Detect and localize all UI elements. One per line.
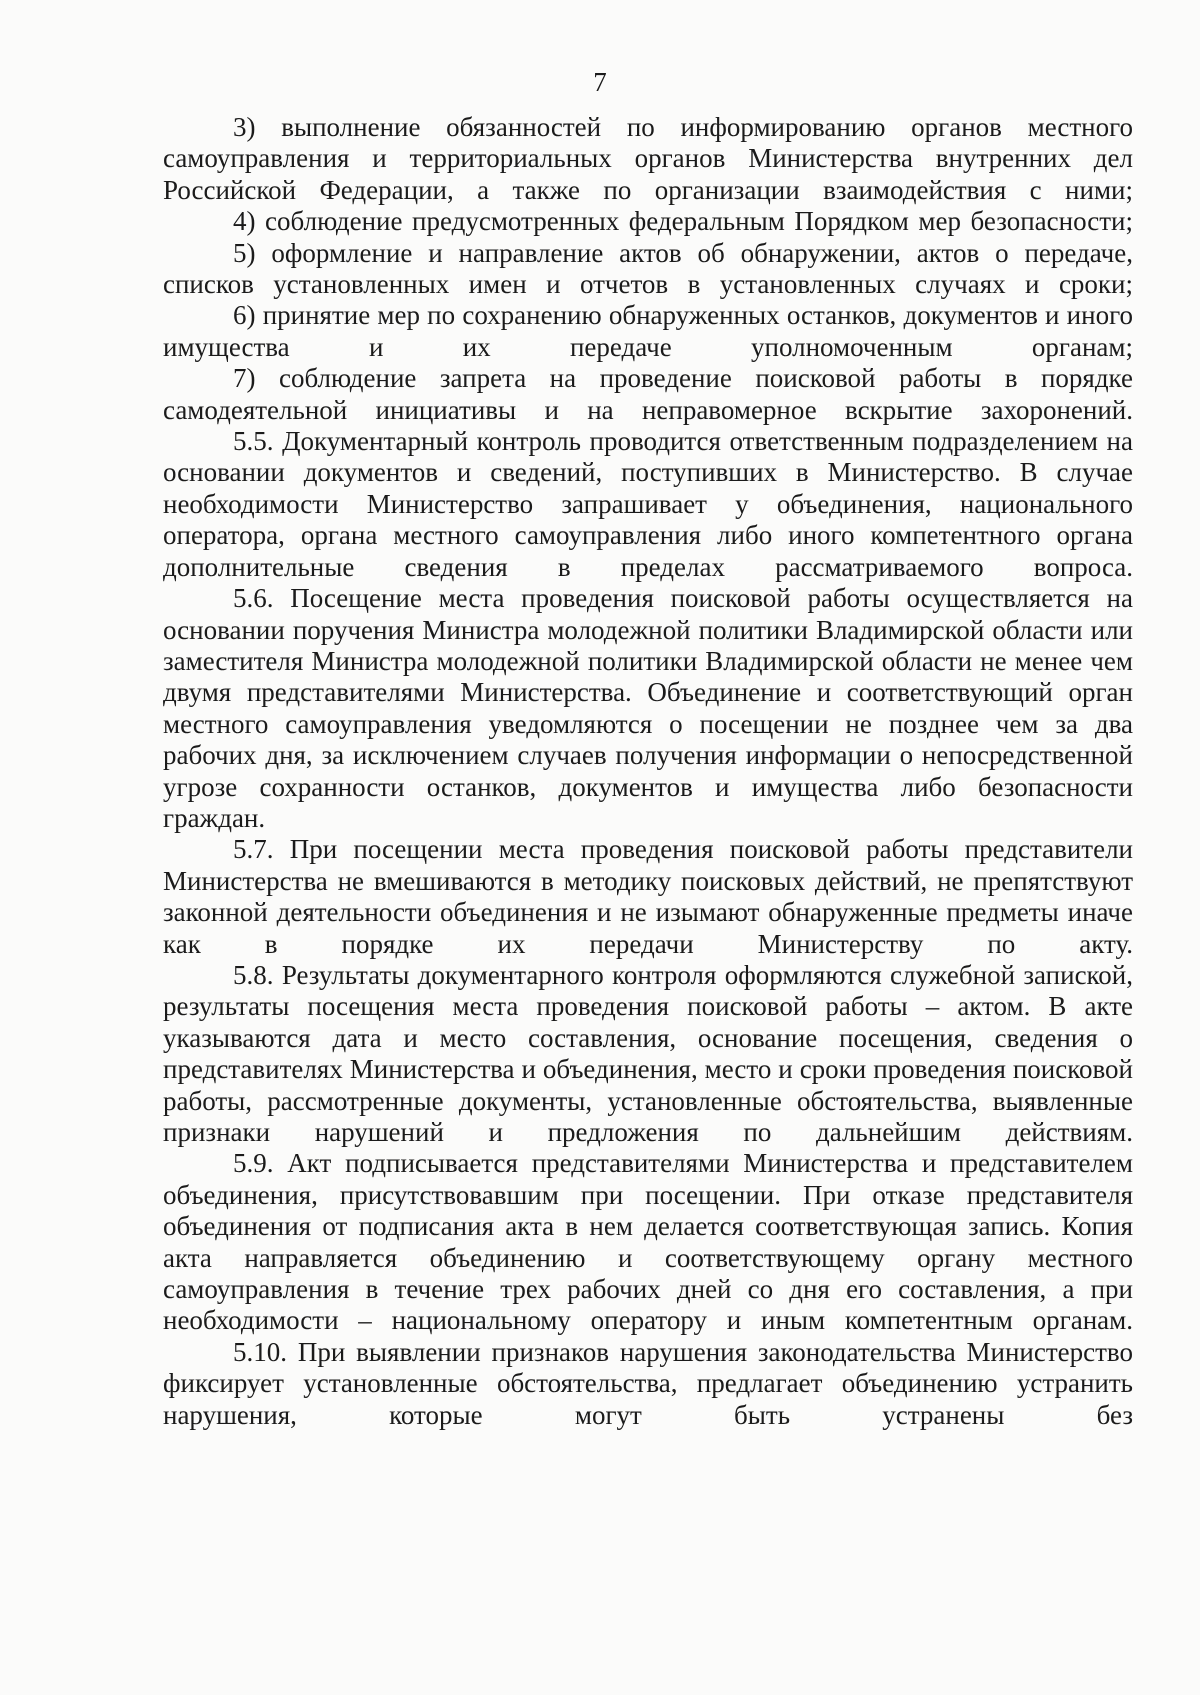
list-item-5: 5) оформление и направление актов об обнаружении, актов о передаче, списков установленных имен и отчетов в установленных случаях и сроки; bbox=[163, 237, 1133, 300]
list-item-6: 6) принятие мер по сохранению обнаруженных останков, документов и иного имущества и их передаче уполномоченным органам; bbox=[163, 300, 1133, 362]
section-5-9: 5.9. Акт подписывается представителями Министерства и представителем объединения, присутствовавшим при посещении. При отказе представителя объединения от подписания акта в нем делается соответствующая запись. Копия акта направляется объединению и соответствующему органу местного самоуправления в течение трех рабочих дней со дня его составления, а при необходимости – национальному оператору и иным компетентным органам. bbox=[163, 1148, 1133, 1336]
section-5-5: 5.5. Документарный контроль проводится ответственным подразделением на основании документов и сведений, поступивших в Министерство. В случае необходимости Министерство запрашивает у объединения, национального оператора, органа местного самоуправления либо иного компетентного органа дополнительные сведения в пределах рассматриваемого вопроса. bbox=[163, 426, 1133, 582]
section-5-10: 5.10. При выявлении признаков нарушения законодательства Министерство фиксирует установленные обстоятельства, предлагает объединению устранить нарушения, которые могут быть устранены без bbox=[163, 1336, 1133, 1430]
page-number: 7 bbox=[593, 67, 607, 97]
document-body bbox=[163, 112, 1133, 1431]
list-item-3: 3) выполнение обязанностей по информированию органов местного самоуправления и территориальных органов Министерства внутренних дел Российской Федерации, а также по организации взаимодействия с ними; bbox=[163, 112, 1133, 205]
list-item-7: 7) соблюдение запрета на проведение поисковой работы в порядке самодеятельной инициативы и на неправомерное вскрытие захоронений. bbox=[163, 363, 1133, 425]
section-5-6: 5.6. Посещение места проведения поисковой работы осуществляется на основании поручения Министра молодежной политики Владимирской области или заместителя Министра молодежной политики Владимирской области не менее чем двумя представителями Министерства. Объединение и соответствующий орган местного самоуправления уведомляются о посещении не позднее чем за два рабочих дня, за исключением случаев получения информации о непосредственной угрозе сохранности останков, документов и имущества либо безопасности граждан. bbox=[163, 583, 1133, 833]
list-item-4: 4) соблюдение предусмотренных федеральным Порядком мер безопасности; bbox=[233, 206, 1133, 237]
section-5-8: 5.8. Результаты документарного контроля оформляются служебной запиской, результаты посещения места проведения поисковой работы – актом. В акте указываются дата и место составления, основание посещения, сведения о представителях Министерства и объединения, место и сроки проведения поисковой работы, рассмотренные документы, установленные обстоятельства, выявленные признаки нарушений и предложения по дальнейшим действиям. bbox=[163, 959, 1133, 1147]
section-5-7: 5.7. При посещении места проведения поисковой работы представители Министерства не вмешиваются в методику поисковых действий, не препятствуют законной деятельности объединения и не изымают обнаруженные предметы иначе как в порядке их передачи Министерству по акту. bbox=[163, 834, 1133, 959]
